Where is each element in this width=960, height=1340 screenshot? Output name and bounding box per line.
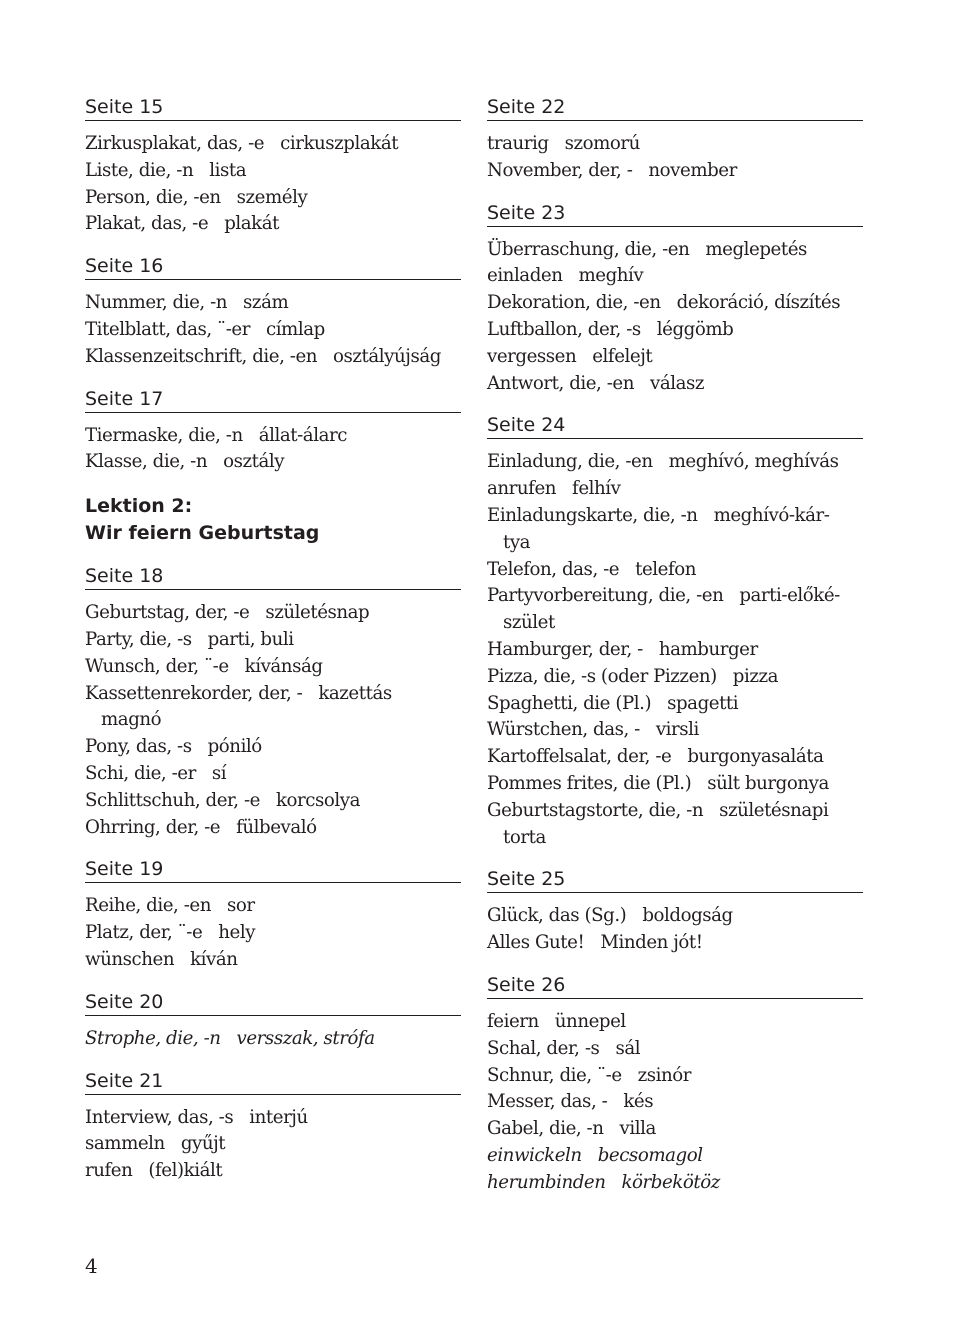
hungarian-translation: parti, buli [207,628,294,650]
section-heading: Seite 24 [487,412,863,439]
vocab-entry [487,771,863,798]
hungarian-translation: zsinór [637,1064,692,1086]
german-term: Luftballon, der, -s [487,318,641,340]
vocab-entry [487,583,863,610]
german-term: Kartoffelsalat, der, -e [487,746,672,768]
vocab-entry [85,1105,461,1132]
hungarian-translation: lista [209,159,247,181]
lesson-heading [85,493,461,547]
hungarian-translation: kíván [190,948,238,970]
german-term: vergessen [487,345,577,367]
vocab-list [85,600,461,841]
german-term: anrufen [487,478,557,500]
translation-continuation: szület [503,612,555,634]
german-term: Geburtstagstorte, die, -n [487,799,704,821]
german-term: Einladung, die, -en [487,451,653,473]
section-heading: Seite 23 [487,200,863,227]
hungarian-translation: parti-előké- [739,585,840,607]
german-term: Klassenzeitschrift, die, -en [85,345,318,367]
hungarian-translation: dekoráció, díszítés [676,292,841,314]
german-term: Pony, das, -s [85,736,192,758]
vocab-entry [85,600,461,627]
hungarian-translation: sült burgonya [707,772,829,794]
hungarian-translation: szomorú [564,133,640,154]
section-heading: Seite 22 [487,94,863,121]
german-term: Nummer, die, -n [85,292,228,314]
vocab-entry [487,1009,863,1036]
vocab-entry [85,423,461,450]
german-term: Telefon, das, -e [487,558,620,580]
hungarian-translation: válasz [650,372,704,394]
vocab-entry [487,131,863,158]
german-term: Ohrring, der, -e [85,816,221,838]
section-heading: Seite 15 [85,94,461,121]
page-number: 4 [85,1254,98,1278]
hungarian-translation: boldogság [642,905,733,927]
german-term: Pizza, die, -s (oder Pizzen) [487,665,717,687]
vocab-entry [85,893,461,920]
german-term: Zirkusplakat, das, -e [85,133,265,154]
german-term: Glück, das (Sg.) [487,905,627,927]
lesson-number: Lektion 2: [85,495,193,518]
vocab-entry [487,371,863,398]
vocab-entry [85,290,461,317]
hungarian-translation: telefon [635,558,697,580]
hungarian-translation: villa [619,1118,656,1140]
vocab-entry [487,691,863,718]
hungarian-translation: fülbevaló [236,816,317,838]
hungarian-translation: kazettás [318,682,392,704]
german-term: Plakat, das, -e [85,213,209,235]
german-term: Würstchen, das, - [487,719,640,741]
vocab-list [85,1105,461,1185]
hungarian-translation: születésnap [265,602,370,624]
vocab-entry [487,317,863,344]
hungarian-translation: körbekötöz [621,1171,720,1193]
vocab-entry [487,930,863,957]
hungarian-translation: léggömb [656,318,734,340]
translation-continuation: torta [503,826,546,848]
german-term: Spaghetti, die (Pl.) [487,692,652,714]
vocab-entry [85,1158,461,1185]
vocab-entry [487,744,863,771]
german-term: einwickeln [487,1144,582,1166]
section-heading: Seite 18 [85,563,461,590]
vocab-list [487,1009,863,1197]
german-term: traurig [487,133,549,154]
vocab-entry [487,1143,863,1170]
section-heading: Seite 17 [85,386,461,413]
vocab-entry [487,344,863,371]
hungarian-translation: hely [218,922,256,944]
vocab-entry [487,903,863,930]
vocab-entry [487,449,863,476]
german-term: November, der, - [487,159,633,181]
hungarian-translation: meghív [578,265,644,287]
german-term: Geburtstag, der, -e [85,602,250,624]
section-heading: Seite 26 [487,972,863,999]
hungarian-translation: címlap [265,318,325,340]
hungarian-translation: sál [615,1037,641,1059]
hungarian-translation: cirkuszplakát [280,133,399,154]
vocab-entry [487,717,863,744]
german-term: herumbinden [487,1171,606,1193]
vocab-list [487,131,863,185]
hungarian-translation: becsomagol [597,1144,703,1166]
hungarian-translation: korcsolya [275,789,360,811]
hungarian-translation: sí [211,762,227,784]
hungarian-translation: személy [236,186,308,208]
left-column [85,94,461,1185]
hungarian-translation: meglepetés [705,238,807,260]
vocab-list [85,290,461,370]
section-heading: Seite 21 [85,1068,461,1095]
vocab-entry [487,237,863,264]
vocab-entry [487,664,863,691]
hungarian-translation: hamburger [658,638,758,660]
hungarian-translation: osztály [223,451,285,473]
german-term: Messer, das, - [487,1091,608,1113]
german-term: Einladungskarte, die, -n [487,504,698,526]
vocab-list [487,237,863,398]
vocab-entry [85,627,461,654]
hungarian-translation: spagetti [667,692,739,714]
vocab-entry [85,761,461,788]
section-heading: Seite 19 [85,856,461,883]
hungarian-translation: sor [226,895,255,917]
vocab-entry [85,131,461,158]
german-term: Tiermaske, die, -n [85,424,243,446]
vocab-entry [487,1089,863,1116]
vocab-entry [85,681,461,708]
german-term: einladen [487,265,563,287]
german-term: Gabel, die, -n [487,1118,604,1140]
vocab-entry [85,788,461,815]
hungarian-translation: plakát [224,213,279,235]
hungarian-translation: meghívó, meghívás [668,451,839,473]
hungarian-translation: pizza [732,665,779,687]
german-term: Strophe, die, -n [85,1027,221,1049]
vocab-entry [85,815,461,842]
hungarian-translation: elfelejt [592,345,653,367]
translation-continuation: tya [503,531,531,553]
translation-continuation: magnó [101,709,162,731]
section-heading: Seite 16 [85,253,461,280]
vocab-entry [487,263,863,290]
vocab-list [85,131,461,238]
vocab-entry [85,449,461,476]
hungarian-translation: felhív [572,478,621,500]
vocab-entry [487,1116,863,1143]
vocab-entry [487,1170,863,1197]
german-term: Person, die, -en [85,186,221,208]
vocab-list [487,903,863,957]
hungarian-translation: póniló [207,736,262,758]
german-term: feiern [487,1010,539,1032]
german-term: Antwort, die, -en [487,372,634,394]
vocab-entry [85,1131,461,1158]
vocab-entry [85,920,461,947]
german-term: Schlittschuh, der, -e [85,789,260,811]
lesson-title: Wir feiern Geburtstag [85,522,320,545]
german-term: Interview, das, -s [85,1106,234,1128]
german-term: wünschen [85,948,175,970]
hungarian-translation: szám [243,292,289,314]
hungarian-translation: osztályújság [333,345,441,367]
hungarian-translation: kés [623,1091,654,1113]
hungarian-translation: Minden jót! [600,932,703,954]
vocab-entry [487,1063,863,1090]
vocab-list [85,1026,461,1053]
german-term: Alles Gute! [487,932,585,954]
german-term: Platz, der, ¨-e [85,922,203,944]
german-term: Schnur, die, ¨-e [487,1064,622,1086]
hungarian-translation: virsli [655,719,699,741]
vocab-entry [85,734,461,761]
german-term: sammeln [85,1133,165,1155]
hungarian-translation: ünnepel [554,1010,626,1032]
german-term: Schal, der, -s [487,1037,600,1059]
hungarian-translation: meghívó-kár- [713,504,830,526]
vocab-entry [85,185,461,212]
section-heading: Seite 20 [85,989,461,1016]
vocab-entry [487,476,863,503]
vocab-entry [85,344,461,371]
vocab-entry [487,557,863,584]
german-term: Kassettenrekorder, der, - [85,682,303,704]
vocab-entry [487,158,863,185]
german-term: Schi, die, -er [85,762,196,784]
vocab-entry [487,798,863,825]
vocab-list [85,423,461,477]
vocab-entry [487,1036,863,1063]
german-term: Pommes frites, die (Pl.) [487,772,692,794]
hungarian-translation: születésnapi [719,799,829,821]
vocab-list [487,449,863,851]
german-term: Wunsch, der, ¨-e [85,655,229,677]
vocab-entry [85,947,461,974]
german-term: Liste, die, -n [85,159,194,181]
vocab-list [85,893,461,973]
german-term: Partyvorbereitung, die, -en [487,585,724,607]
german-term: rufen [85,1160,133,1182]
german-term: Klasse, die, -n [85,451,208,473]
vocab-entry [487,637,863,664]
hungarian-translation: versszak, strófa [236,1027,375,1049]
german-term: Dekoration, die, -en [487,292,661,314]
hungarian-translation: november [648,159,737,181]
german-term: Hamburger, der, - [487,638,643,660]
german-term: Überraschung, die, -en [487,238,690,260]
hungarian-translation: kívánság [244,655,323,677]
vocab-entry [85,1026,461,1053]
vocab-entry [85,654,461,681]
vocab-entry [85,211,461,238]
vocab-entry [487,290,863,317]
vocab-entry [85,158,461,185]
hungarian-translation: (fel)kiált [148,1160,223,1182]
german-term: Titelblatt, das, ¨-er [85,318,250,340]
german-term: Party, die, -s [85,628,192,650]
german-term: Reihe, die, -en [85,895,211,917]
vocab-entry [85,317,461,344]
vocab-entry [487,503,863,530]
right-column [487,94,863,1197]
hungarian-translation: gyűjt [180,1133,226,1155]
section-heading: Seite 25 [487,866,863,893]
hungarian-translation: interjú [249,1106,308,1128]
hungarian-translation: állat-álarc [258,424,347,446]
hungarian-translation: burgonyasaláta [687,746,824,768]
